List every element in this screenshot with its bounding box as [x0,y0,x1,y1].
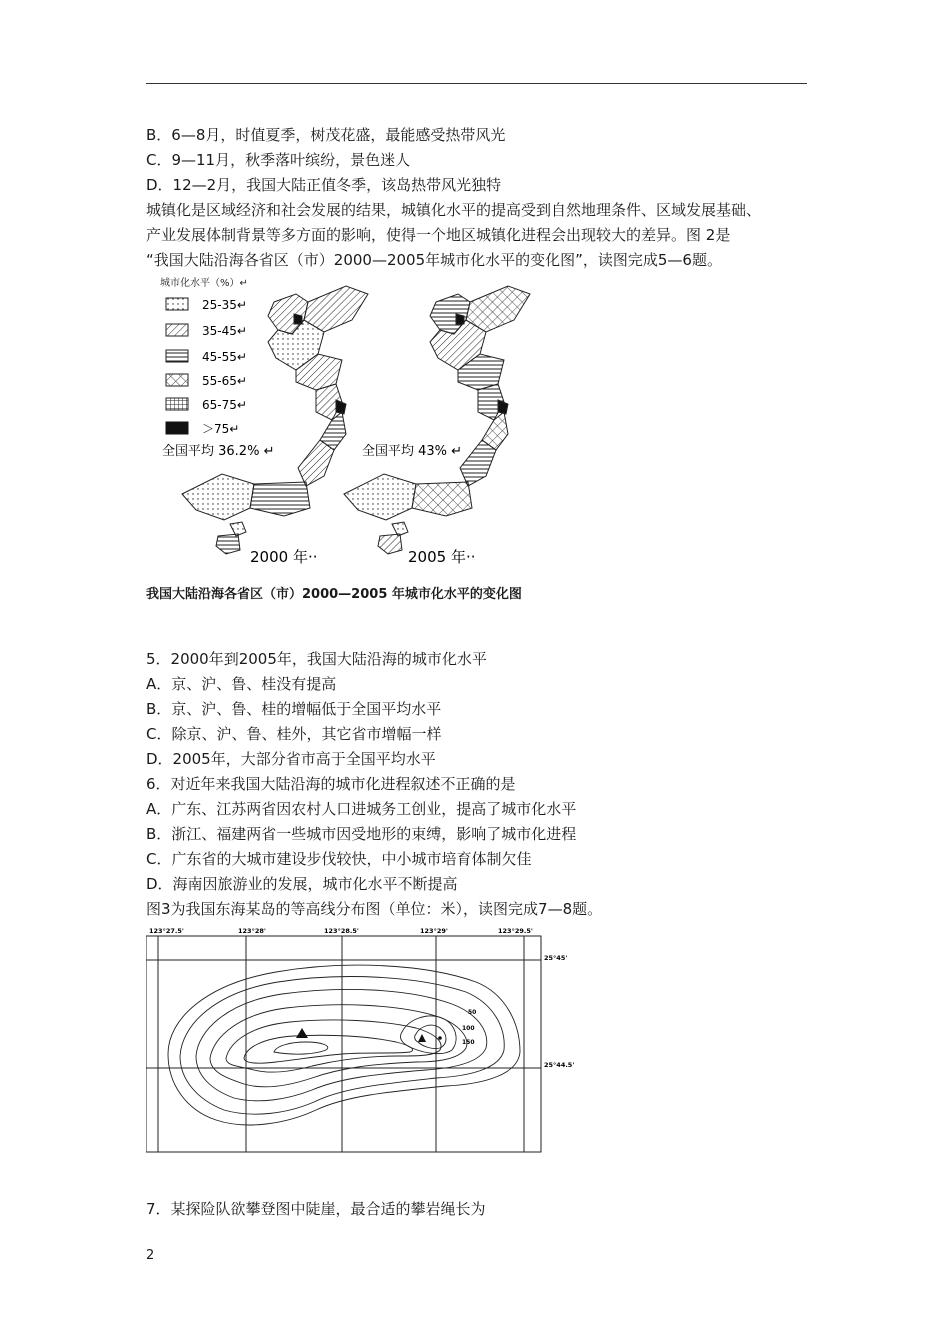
question-line: D．2005年，大部分省市高于全国平均水平 [146,750,436,768]
text-line: B．6—8月，时值夏季，树茂花盛，最能感受热带风光 [146,126,506,144]
legend-title: 城市化水平（%）↵ [160,278,248,289]
question-line: 5．2000年到2005年，我国大陆沿海的城市化水平 [146,650,487,668]
question-line: C．广东省的大城市建设步伐较快，中小城市培育体制欠佳 [146,850,532,868]
question-line: 6．对近年来我国大陆沿海的城市化进程叙述不正确的是 [146,775,516,793]
question-line: C．除京、沪、鲁、桂外，其它省市增幅一样 [146,725,442,743]
national-average-2005: 全国平均 43% ↵ [362,444,463,459]
legend-label: 45-55↵ [202,350,247,364]
question-line: B．京、沪、鲁、桂的增幅低于全国平均水平 [146,700,442,718]
lon-label: 123°29' [420,927,448,935]
map-2005 [344,286,530,554]
legend-swatch-35-45 [166,324,188,336]
year-label-2000: 2000 年·· [250,548,318,566]
contour-map-figure [146,924,586,1156]
lon-label: 123°29.5' [498,927,533,935]
lon-label: 123°28' [238,927,266,935]
question-line: D．海南因旅游业的发展，城市化水平不断提高 [146,875,458,893]
question-line: A．广东、江苏两省因农村人口进城务工创业，提高了城市化水平 [146,800,577,818]
text-line: 产业发展体制背景等多方面的影响，使得一个地区城镇化进程会出现较大的差异。图 2是 [146,226,731,244]
map-grid [146,936,541,1152]
question-line: A．京、沪、鲁、桂没有提高 [146,675,337,693]
lon-label: 123°28.5' [324,927,359,935]
urbanization-map-figure [146,272,556,572]
header-rule [146,83,807,84]
text-line: D．12—2月，我国大陆正值冬季，该岛热带风光独特 [146,176,502,194]
legend-label: ＞75↵ [202,422,240,436]
text-line: “我国大陆沿海各省区（市）2000—2005年城市化水平的变化图”，读图完成5—6题。 [146,251,722,269]
question-line: B．浙江、福建两省一些城市因受地形的束缚，影响了城市化进程 [146,825,577,843]
lon-label: 123°27.5' [149,927,184,935]
legend-swatch-over-75 [166,422,188,434]
question-line: 7．某探险队欲攀登图中陡崖，最合适的攀岩绳长为 [146,1200,486,1218]
lat-label: 25°45' [544,954,568,962]
text-line: 城镇化是区域经济和社会发展的结果，城镇化水平的提高受到自然地理条件、区域发展基础、 [146,201,762,219]
legend-label: 25-35↵ [202,298,247,312]
legend-swatch-65-75 [166,398,188,410]
legend-swatch-45-55 [166,350,188,362]
legend-label: 55-65↵ [202,374,247,388]
legend-swatch-55-65 [166,374,188,386]
lat-label: 25°44.5' [544,1061,575,1069]
year-label-2005: 2005 年·· [408,548,476,566]
contour-label-150: 150 [462,1039,475,1046]
national-average-2000: 全国平均 36.2% ↵ [162,444,275,459]
question-line: 图3为我国东海某岛的等高线分布图（单位：米），读图完成7—8题。 [146,900,603,918]
contour-label-100: 100 [462,1025,475,1032]
legend-label: 65-75↵ [202,398,247,412]
page-number: 2 [146,1248,155,1263]
figure2-caption: 我国大陆沿海各省区（市）2000—2005 年城市化水平的变化图 [146,587,522,602]
contour-label-50: 50 [468,1009,477,1016]
legend-swatch-25-35 [166,298,188,310]
text-line: C．9—11月，秋季落叶缤纷，景色迷人 [146,151,411,169]
legend-label: 35-45↵ [202,324,247,338]
